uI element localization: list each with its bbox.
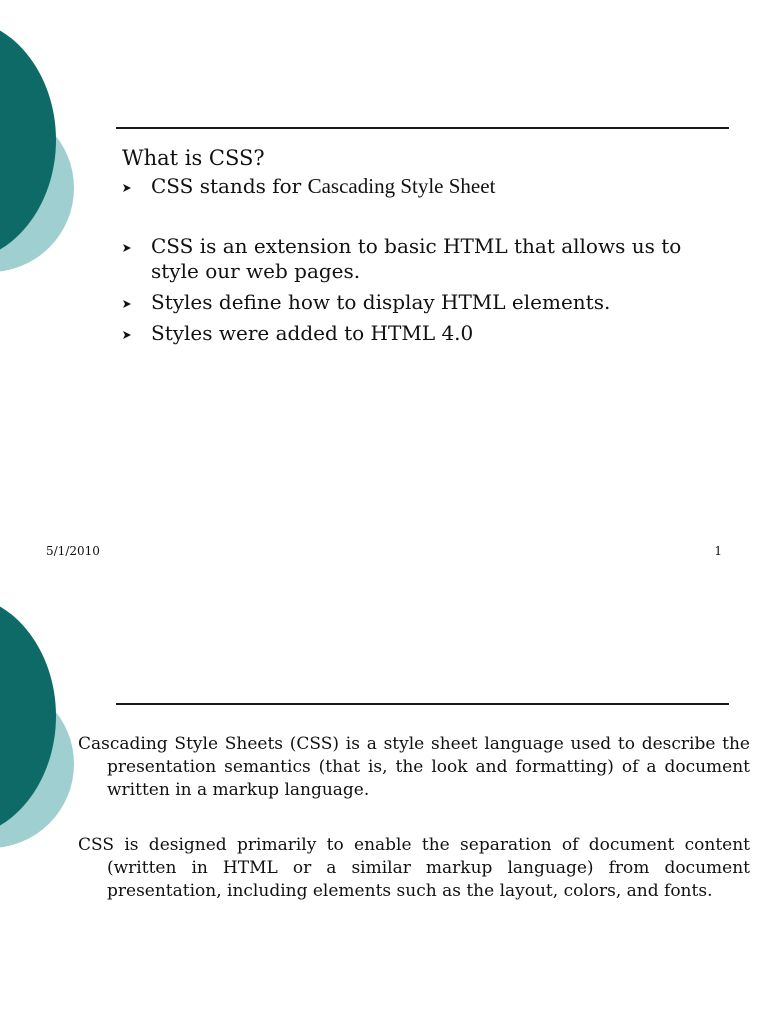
bullet-list [122,174,712,352]
arrowhead-bullet-icon [122,183,132,193]
bullet-item [122,290,712,315]
arrowhead-bullet-icon [122,330,132,340]
body-paragraph: CSS is designed primarily to enable the separation of document content (written in HTML or a similar markup language) from document presentation, including elements such as the layout, colors, and fonts. [78,835,750,901]
bullet-text: CSS stands for [151,174,308,198]
bullet-item [122,321,712,346]
decorative-circles [0,0,120,320]
body-paragraph: Cascading Style Sheets (CSS) is a style sheet language used to describe the presentation semantics (that is, the look and formatting) of a document written in a markup language. [78,734,750,800]
bullet-emphasis: Cascading Style Sheet [307,174,496,198]
bullet-item [122,174,712,199]
arrowhead-bullet-icon [122,299,132,309]
title-rule [116,703,729,705]
title-rule [116,127,729,129]
bullet-item [122,234,712,284]
slide-heading: What is CSS? [122,146,265,170]
footer-date: 5/1/2010 [46,544,100,558]
arrowhead-bullet-icon [122,243,132,253]
slide-2 [0,576,768,1024]
page-number: 1 [714,544,722,558]
bullet-text: Styles were added to HTML 4.0 [151,321,474,345]
bullet-text: Styles define how to display HTML elements. [151,290,611,314]
bullet-text: CSS is an extension to basic HTML that allows us to style our web pages. [151,234,682,283]
